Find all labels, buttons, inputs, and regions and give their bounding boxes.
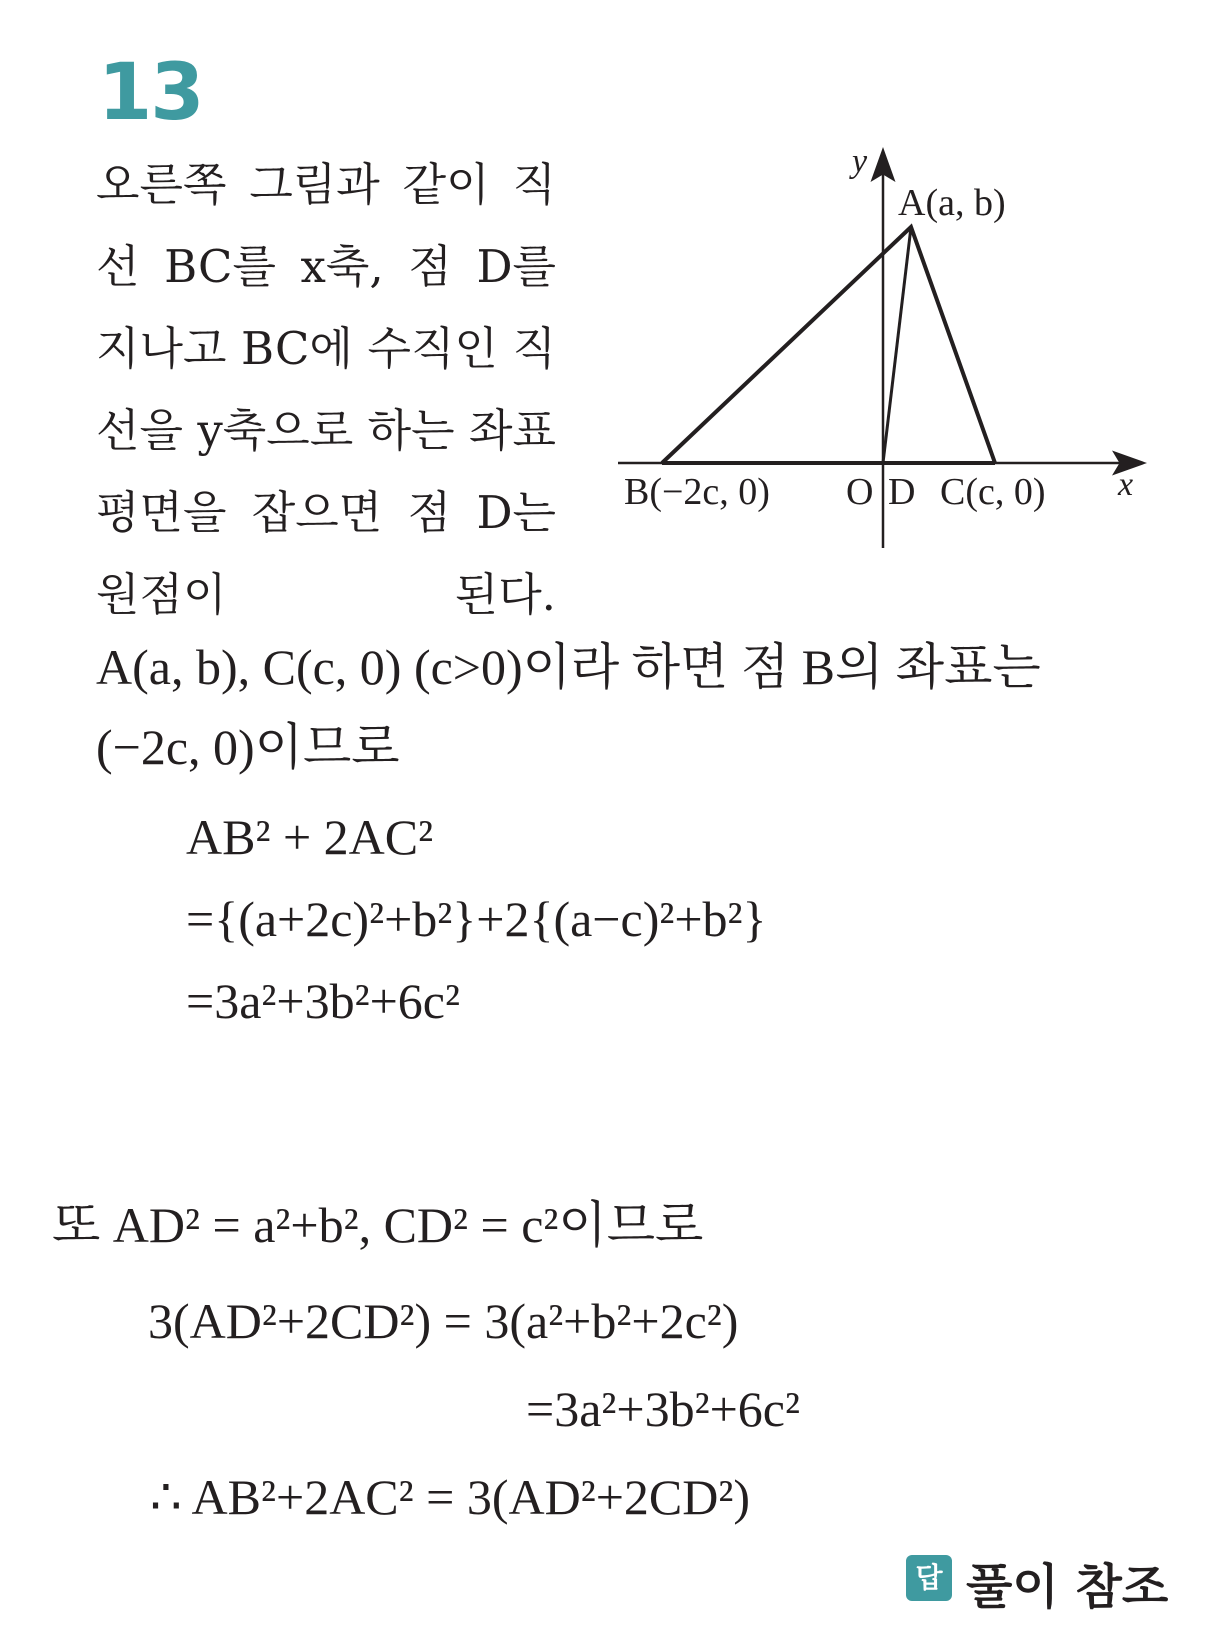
equation-5: 3(AD²+2CD²) = 3(a²+b²+2c²) [148, 1293, 739, 1349]
body-line-2: (−2c, 0)이므로 [96, 719, 400, 775]
equation-4: 또 AD² = a²+b², CD² = c²이므로 [52, 1197, 704, 1253]
equation-1: AB² + 2AC² [186, 809, 434, 865]
body-line-1: A(a, b), C(c, 0) (c>0)이라 하면 점 B의 좌표는 [96, 639, 1041, 695]
origin-label: O [846, 471, 874, 513]
point-b-label: B(−2c, 0) [624, 471, 770, 513]
intro-line: 평면을 잡으면 점 D는 [96, 486, 556, 539]
answer-badge: 답 [906, 1555, 952, 1601]
intro-line: 오른쪽 그림과 같이 직 [96, 158, 556, 211]
equation-2: ={(a+2c)²+b²}+2{(a−c)²+b²} [186, 891, 767, 947]
intro-line: 원점이 된다. [96, 568, 556, 621]
conclusion: ∴ AB²+2AC² = 3(AD²+2CD²) [150, 1469, 750, 1525]
segment-ad [883, 227, 911, 463]
x-axis-label: x [1118, 466, 1134, 503]
point-c-label: C(c, 0) [940, 471, 1046, 513]
point-a-label: A(a, b) [898, 182, 1006, 224]
answer-text: 풀이 참조 [966, 1559, 1169, 1615]
problem-number: 13 [98, 48, 203, 138]
y-axis-label: y [852, 143, 868, 180]
triangle-abc [662, 227, 995, 463]
intro-line: 선을 y축으로 하는 좌표 [96, 404, 556, 457]
intro-line: 지나고 BC에 수직인 직 [96, 322, 556, 375]
equation-6: =3a²+3b²+6c² [526, 1381, 800, 1437]
equation-3: =3a²+3b²+6c² [186, 973, 460, 1029]
point-d-label: D [888, 471, 916, 513]
intro-line: 선 BC를 x축, 점 D를 [96, 240, 556, 293]
